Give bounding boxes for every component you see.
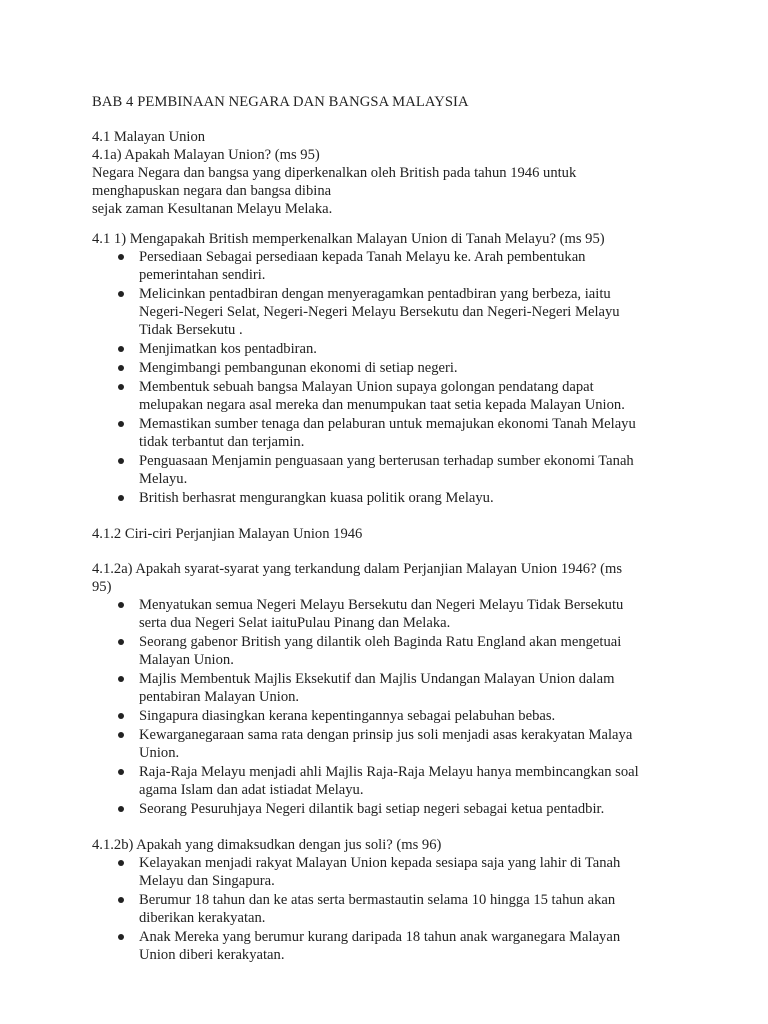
- bullet-icon: [118, 806, 124, 812]
- list-item-line: Mengimbangi pembangunan ekonomi di setiap negeri.: [139, 360, 458, 376]
- list-item-line: pentabiran Malayan Union.: [139, 689, 300, 705]
- list-item-line: Majlis Membentuk Majlis Eksekutif dan Majlis Undangan Malayan Union dalam: [139, 671, 615, 687]
- list-item-line: Kelayakan menjadi rakyat Malayan Union kepada sesiapa saja yang lahir di Tanah: [139, 855, 621, 871]
- bullet-icon: [118, 384, 124, 390]
- question-line: 95): [92, 579, 112, 595]
- list-item: [116, 670, 688, 706]
- list-item-line: British berhasrat mengurangkan kuasa politik orang Melayu.: [139, 490, 494, 506]
- bullet-icon: [118, 495, 124, 501]
- list-item-line: Anak Mereka yang berumur kurang daripada 18 tahun anak warganegara Malayan: [139, 929, 621, 945]
- bullet-icon: [118, 639, 124, 645]
- bullet-icon: [118, 713, 124, 719]
- bullet-icon: [118, 732, 124, 738]
- bullet-icon: [118, 291, 124, 297]
- bullet-icon: [118, 676, 124, 682]
- section-heading-4-1-2: 4.1.2 Ciri-ciri Perjanjian Malayan Union 1946: [92, 526, 363, 542]
- bullet-icon: [118, 934, 124, 940]
- list-item: [116, 285, 688, 339]
- bullet-icon: [118, 346, 124, 352]
- question-4-1-2a: [92, 560, 688, 596]
- bullet-list: [92, 596, 688, 818]
- list-item: [116, 726, 688, 762]
- list-item: [116, 928, 688, 964]
- list-item-line: Singapura diasingkan kerana kepentingannya sebagai pelabuhan bebas.: [139, 708, 556, 724]
- list-item-line: Menjimatkan kos pentadbiran.: [139, 341, 317, 357]
- list-item: [116, 489, 688, 507]
- list-item-line: pemerintahan sendiri.: [139, 267, 266, 283]
- document-title: BAB 4 PEMBINAAN NEGARA DAN BANGSA MALAYSIA: [92, 94, 469, 110]
- list-item: [116, 633, 688, 669]
- bullet-list: [92, 854, 688, 964]
- answer-line: menghapuskan negara dan bangsa dibina: [92, 183, 332, 199]
- list-item-line: Melicinkan pentadbiran dengan menyeragamkan pentadbiran yang berbeza, iaitu: [139, 286, 611, 302]
- list-item: [116, 452, 688, 488]
- list-item-line: Membentuk sebuah bangsa Malayan Union supaya golongan pendatang dapat: [139, 379, 594, 395]
- answer-line: sejak zaman Kesultanan Melayu Melaka.: [92, 201, 333, 217]
- bullet-icon: [118, 421, 124, 427]
- list-item: [116, 707, 688, 725]
- question-line: 4.1.2a) Apakah syarat-syarat yang terkandung dalam Perjanjian Malayan Union 1946? (ms: [92, 561, 623, 577]
- list-item-line: Memastikan sumber tenaga dan pelaburan untuk memajukan ekonomi Tanah Melayu: [139, 416, 636, 432]
- list-item: [116, 800, 688, 818]
- list-item-line: Berumur 18 tahun dan ke atas serta bermastautin selama 10 hingga 15 tahun akan: [139, 892, 616, 908]
- list-item-line: Menyatukan semua Negeri Melayu Bersekutu dan Negeri Melayu Tidak Bersekutu: [139, 597, 624, 613]
- list-item-line: Penguasaan Menjamin penguasaan yang berterusan terhadap sumber ekonomi Tanah: [139, 453, 634, 469]
- list-item-line: Seorang gabenor British yang dilantik oleh Baginda Ratu England akan mengetuai: [139, 634, 622, 650]
- answer-line: Negara Negara dan bangsa yang diperkenalkan oleh British pada tahun 1946 untuk: [92, 165, 577, 181]
- list-item-line: Tidak Bersekutu .: [139, 322, 243, 338]
- list-item: [116, 763, 688, 799]
- question-4-1-2b: 4.1.2b) Apakah yang dimaksudkan dengan jus soli? (ms 96): [92, 837, 442, 853]
- bullet-icon: [118, 365, 124, 371]
- list-item: [116, 415, 688, 451]
- bullet-icon: [118, 897, 124, 903]
- list-item-line: Union.: [139, 745, 180, 761]
- list-item: [116, 854, 688, 890]
- list-item-line: Persediaan Sebagai persediaan kepada Tanah Melayu ke. Arah pembentukan: [139, 249, 586, 265]
- list-item-line: Negeri-Negeri Selat, Negeri-Negeri Melayu Bersekutu dan Negeri-Negeri Melayu: [139, 304, 620, 320]
- list-item-line: diberikan kerakyatan.: [139, 910, 266, 926]
- list-item-line: Seorang Pesuruhjaya Negeri dilantik bagi setiap negeri sebagai ketua pentadbir.: [139, 801, 605, 817]
- list-item: [116, 378, 688, 414]
- bullet-icon: [118, 602, 124, 608]
- list-item-line: Raja-Raja Melayu menjadi ahli Majlis Raja-Raja Melayu hanya membincangkan soal: [139, 764, 639, 780]
- list-item: [116, 359, 688, 377]
- question-4-1-1: 4.1 1) Mengapakah British memperkenalkan Malayan Union di Tanah Melayu? (ms 95): [92, 231, 605, 247]
- section-heading-4-1: 4.1 Malayan Union: [92, 129, 206, 145]
- list-item-line: serta dua Negeri Selat iaituPulau Pinang dan Melaka.: [139, 615, 451, 631]
- list-item-line: agama Islam dan adat istiadat Melayu.: [139, 782, 364, 798]
- list-item-line: melupakan negara asal mereka dan menumpukan taat setia kepada Malayan Union.: [139, 397, 625, 413]
- list-item-line: Malayan Union.: [139, 652, 234, 668]
- bullet-list: [92, 248, 688, 507]
- bullet-icon: [118, 769, 124, 775]
- list-item-line: Melayu dan Singapura.: [139, 873, 275, 889]
- bullet-icon: [118, 254, 124, 260]
- list-item-line: Melayu.: [139, 471, 188, 487]
- bullet-icon: [118, 860, 124, 866]
- question-4-1a: 4.1a) Apakah Malayan Union? (ms 95): [92, 147, 320, 163]
- list-item: [116, 340, 688, 358]
- bullet-icon: [118, 458, 124, 464]
- list-item-line: Kewarganegaraan sama rata dengan prinsip jus soli menjadi asas kerakyatan Malaya: [139, 727, 633, 743]
- list-item: [116, 596, 688, 632]
- list-item: [116, 891, 688, 927]
- list-item-line: Union diberi kerakyatan.: [139, 947, 285, 963]
- list-item: [116, 248, 688, 284]
- list-item-line: tidak terbantut dan terjamin.: [139, 434, 305, 450]
